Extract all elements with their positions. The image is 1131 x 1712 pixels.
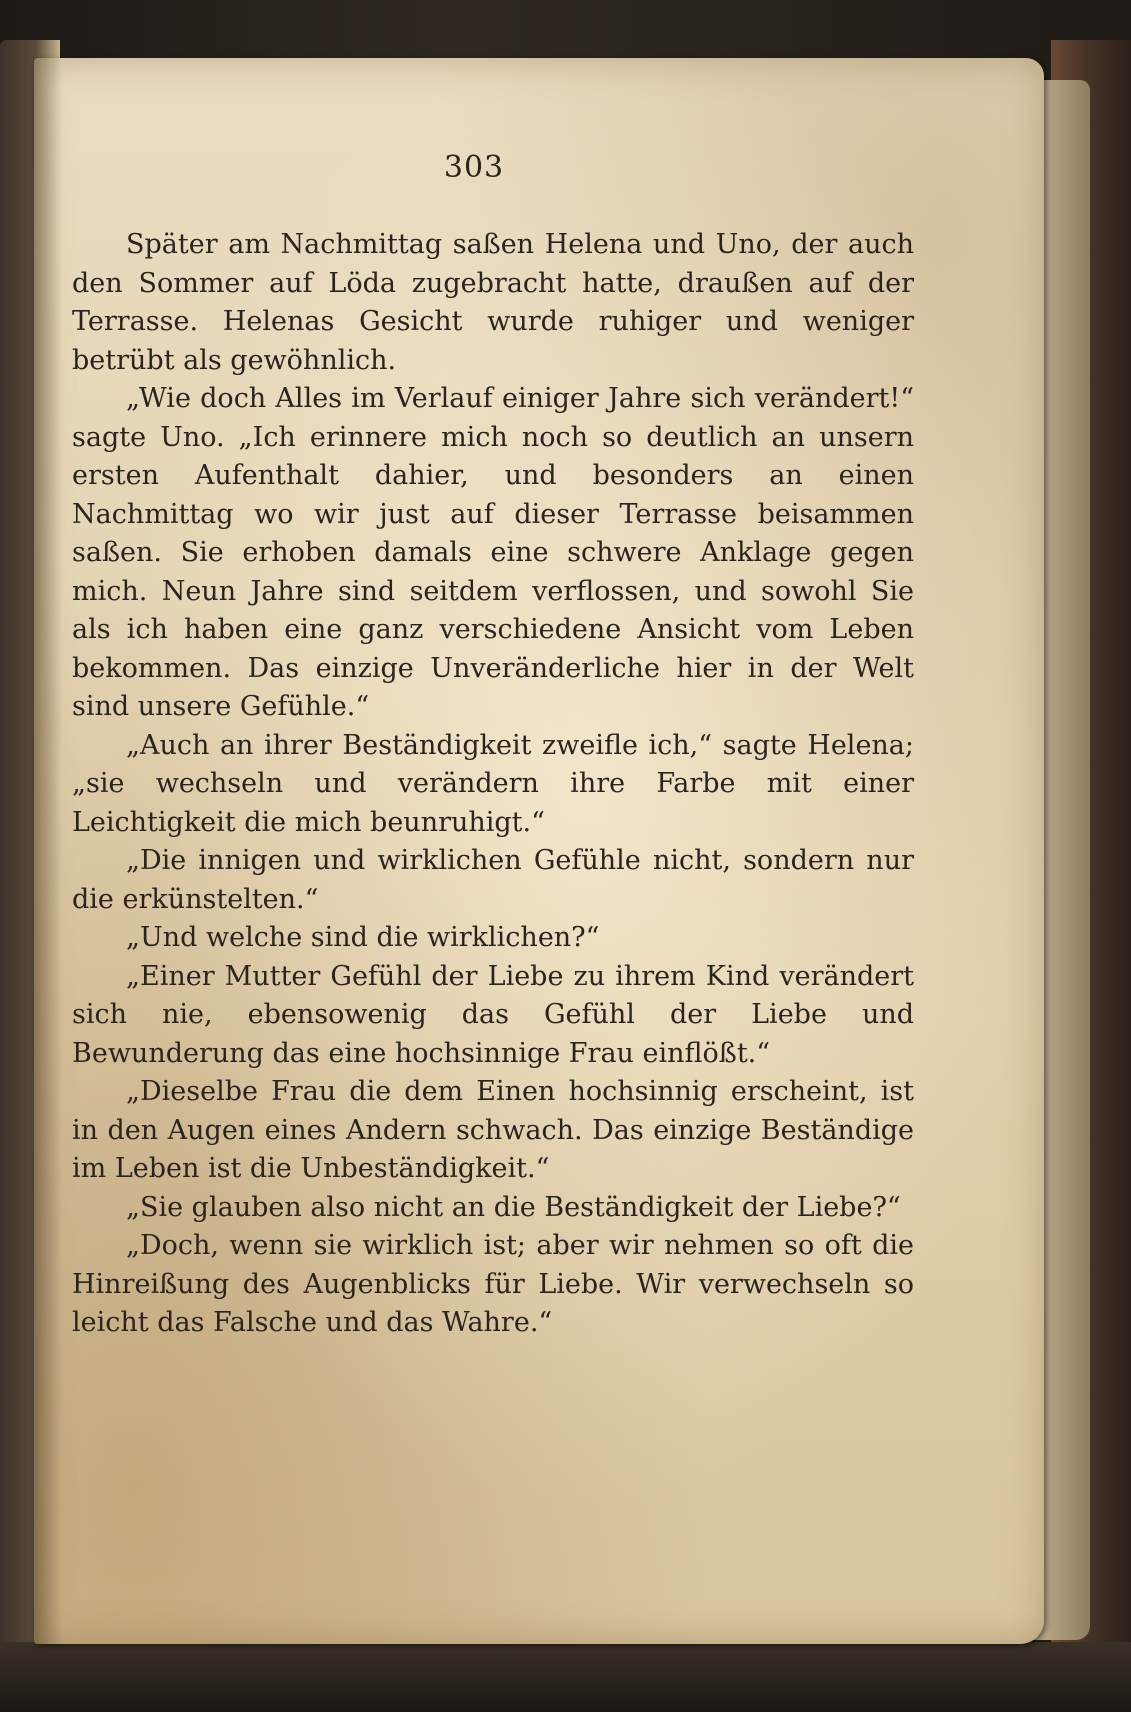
paragraph: „Und welche sind die wirklichen?“: [126, 922, 600, 953]
paragraph: „Einer Mutter Gefühl der Liebe zu ihrem Kind verändert sich nie, ebensowenig das Gefühl der Liebe und Bewunderung das eine hochsinnige Frau einflößt.“: [72, 960, 914, 1069]
paragraph: „Doch, wenn sie wirklich ist; aber wir nehmen so oft die Hinreißung des Augenblicks für Liebe. Wir verwechseln so leicht das Falsche und das Wahre.“: [72, 1230, 914, 1338]
page-number: 303: [443, 150, 505, 185]
paragraph: „Wie doch Alles im Verlauf einiger Jahre sich verändert!“ sagte Uno. „Ich erinnere mich noch so deutlich an unsern ersten Aufenthalt dahier, und besonders an einen Nachmittag wo wir just auf dieser Terrasse beisammen saßen. Sie erhoben damals eine schwere Anklage gegen mich. Neun Jahre sind seitdem verflossen, und sowohl Sie als ich haben eine ganz verschiedene Ansicht vom Leben bekommen. Das einzige Unveränderliche hier in der Welt sind unsere Gefühle.“: [72, 383, 914, 722]
paragraph: Später am Nachmittag saßen Helena und Uno, der auch den Sommer auf Löda zugebracht hatte, draußen auf der Terrasse. Helenas Gesicht wurde ruhiger und weniger betrübt als gewöhnlich.: [72, 229, 914, 376]
paragraph: „Dieselbe Frau die dem Einen hochsinnig erscheint, ist in den Augen eines Andern schwach. Das einzige Beständige im Leben ist die Unbeständigkeit.“: [72, 1076, 914, 1184]
body-text: [72, 226, 914, 1343]
paragraph: „Auch an ihrer Beständigkeit zweifle ich,“ sagte Helena; „sie wechseln und verändern ihre Farbe mit einer Leichtigkeit die mich beunruhigt.“: [72, 729, 914, 838]
book-cover-bottom: [0, 1642, 1131, 1712]
book-page: [34, 58, 1044, 1644]
paragraph: „Sie glauben also nicht an die Beständigkeit der Liebe?“: [126, 1191, 901, 1223]
paragraph: „Die innigen und wirklichen Gefühle nicht, sondern nur die erkünstelten.“: [72, 845, 914, 915]
page-gutter-shadow: [34, 58, 62, 1644]
